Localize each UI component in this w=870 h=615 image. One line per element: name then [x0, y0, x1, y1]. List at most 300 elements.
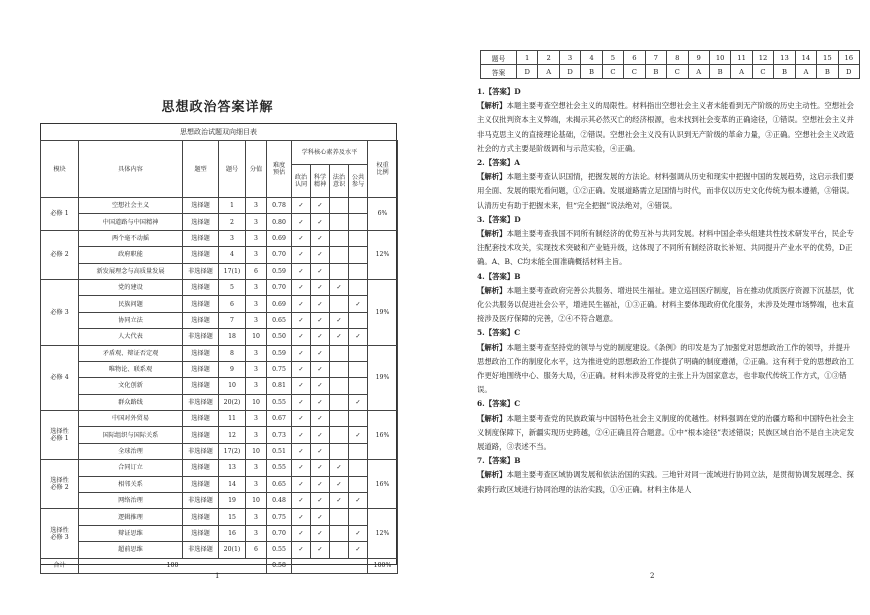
answer-letter-cell: B [581, 65, 602, 79]
check-cell [330, 214, 349, 230]
difficulty-cell: 0.55 [267, 394, 292, 410]
module-cell: 必修 3 [41, 279, 79, 345]
table-row [41, 378, 398, 394]
answer-letter-cell: C [667, 65, 688, 79]
check-cell: ✓ [311, 247, 330, 263]
answer-line: 4.【答案】B [477, 271, 521, 281]
check-cell: ✓ [311, 394, 330, 410]
number-cell: 2 [219, 214, 246, 230]
type-cell: 选择题 [183, 427, 219, 443]
score-cell: 3 [246, 476, 267, 492]
table-row [41, 460, 398, 476]
content-cell: 人大代表 [79, 329, 183, 345]
explanation-paragraph [477, 468, 857, 496]
total-label: 合计 [41, 558, 79, 573]
difficulty-cell: 0.50 [267, 329, 292, 345]
type-cell: 选择题 [183, 230, 219, 246]
table-row [41, 361, 398, 377]
check-cell [349, 214, 368, 230]
table-row [41, 230, 398, 246]
explanation-paragraph [477, 341, 857, 398]
type-cell: 非选择题 [183, 263, 219, 279]
check-cell: ✓ [292, 443, 311, 459]
explanation-tag: 【解析】 [477, 101, 507, 111]
difficulty-cell: 0.69 [267, 230, 292, 246]
type-cell: 非选择题 [183, 443, 219, 459]
answer-number-cell: 10 [709, 51, 730, 65]
number-cell: 8 [219, 345, 246, 361]
content-cell: 中国道路与中国精神 [79, 214, 183, 230]
score-cell: 10 [246, 493, 267, 509]
explanation-text: 本题主要考查区域协调发展和依法治国的实践。三地针对同一流域进行协同立法，是贯彻协调发展理念、探索跨行政区域进行协同治理的法治实践，①④正确。材料主体是人 [477, 470, 854, 494]
number-cell: 7 [219, 312, 246, 328]
answer-table-label-numbers: 题号 [481, 51, 517, 65]
answer-line: 5.【答案】C [477, 328, 521, 338]
check-cell [330, 345, 349, 361]
type-cell: 选择题 [183, 525, 219, 541]
content-cell: 空想社会主义 [79, 198, 183, 214]
answer-number-cell: 15 [817, 51, 838, 65]
check-cell: ✓ [349, 525, 368, 541]
weight-cell: 12% [368, 230, 398, 279]
check-cell: ✓ [292, 263, 311, 279]
weight-cell: 16% [368, 460, 398, 509]
difficulty-cell: 0.70 [267, 247, 292, 263]
check-cell: ✓ [292, 230, 311, 246]
header-weight: 权重 比例 [368, 141, 398, 198]
header-number: 题号 [219, 141, 246, 198]
check-cell [349, 361, 368, 377]
spec-table-frame [40, 123, 397, 570]
page-number-right: 2 [650, 572, 655, 580]
check-cell: ✓ [292, 279, 311, 295]
content-cell: 相邻关系 [79, 476, 183, 492]
check-cell [330, 247, 349, 263]
answer-letter-cell: B [645, 65, 666, 79]
score-cell: 10 [246, 394, 267, 410]
difficulty-cell: 0.59 [267, 263, 292, 279]
type-cell: 选择题 [183, 279, 219, 295]
answer-number-cell: 7 [645, 51, 666, 65]
table-caption: 思想政治试题双向细目表 [180, 128, 257, 136]
check-cell: ✓ [311, 279, 330, 295]
number-cell: 17(2) [219, 443, 246, 459]
answer-letter-cell: B [709, 65, 730, 79]
check-cell [330, 443, 349, 459]
answer-number-cell: 11 [731, 51, 752, 65]
number-cell: 6 [219, 296, 246, 312]
type-cell: 非选择题 [183, 542, 219, 558]
type-cell: 选择题 [183, 214, 219, 230]
answer-number-cell: 16 [838, 51, 859, 65]
check-cell: ✓ [292, 247, 311, 263]
content-cell: 党的建设 [79, 279, 183, 295]
check-cell [349, 247, 368, 263]
explanation-text: 本题主要考查空想社会主义的局限性。材料指出空想社会主义者未能看到无产阶级的历史主动性。空想社会主义仅批判资本主义弊端，未揭示其必然灭亡的经济根源，也未找到社会变革的正确途径，①错误。空想社会主义并非马克思主义的直接理论基础，②错误。空想社会主义没有认识到无产阶级的革命力量，③正确。空想社会主义改造社会的方式主要是阶级调和与示范实验，④正确。 [477, 101, 854, 153]
difficulty-cell: 0.80 [267, 214, 292, 230]
check-cell [349, 460, 368, 476]
table-row [41, 279, 398, 295]
check-cell [330, 378, 349, 394]
type-cell: 选择题 [183, 198, 219, 214]
content-cell: 新发展理念与高质量发展 [79, 263, 183, 279]
type-cell: 选择题 [183, 460, 219, 476]
header-lit-law: 法治 意识 [330, 165, 349, 198]
check-cell: ✓ [330, 493, 349, 509]
header-lit-science: 科学 精神 [311, 165, 330, 198]
check-cell: ✓ [311, 198, 330, 214]
explanation-text: 本题主要考查党的民族政策与中国特色社会主义制度的优越性。材料强调在党的治疆方略和中国特色社会主义制度保障下，新疆实现历史跨越，②④正确且符合题意。①中“根本途径”表述错误；民族区域自治不是自主决定发展道路，③表述不当。 [477, 413, 855, 452]
explanation-text: 本题主要考查我国不同所有制经济的优势互补与共同发展。材料中国企牵头组建共性技术研发平台，民企专注配套技术攻关，实现技术突破和产业链升级，这体现了不同所有制经济取长补短、共同提升产业水平的优势，D正确。A、B、C均未能全面准确概括材料主旨。 [477, 229, 854, 267]
number-cell: 4 [219, 247, 246, 263]
score-cell: 3 [246, 312, 267, 328]
header-difficulty: 难度 预估 [267, 141, 292, 198]
answer-letter-cell: A [731, 65, 752, 79]
content-cell: 政府职能 [79, 247, 183, 263]
answer-letter-cell: C [752, 65, 773, 79]
check-cell [349, 509, 368, 525]
table-row [41, 296, 398, 312]
number-cell: 10 [219, 378, 246, 394]
number-cell: 19 [219, 493, 246, 509]
weight-cell: 12% [368, 509, 398, 558]
check-cell: ✓ [311, 329, 330, 345]
check-cell: ✓ [311, 427, 330, 443]
check-cell: ✓ [292, 509, 311, 525]
check-cell [330, 509, 349, 525]
answer-letter-cell: C [624, 65, 645, 79]
answer-line: 6.【答案】C [477, 399, 521, 409]
number-cell: 3 [219, 230, 246, 246]
score-cell: 6 [246, 542, 267, 558]
check-cell: ✓ [311, 296, 330, 312]
module-cell: 必修 1 [41, 198, 79, 231]
check-cell [330, 230, 349, 246]
number-cell: 1 [219, 198, 246, 214]
header-lit-public: 公共 参与 [349, 165, 368, 198]
check-cell: ✓ [292, 198, 311, 214]
number-cell: 13 [219, 460, 246, 476]
explanation-paragraph [477, 227, 857, 270]
type-cell: 非选择题 [183, 329, 219, 345]
score-cell: 3 [246, 509, 267, 525]
content-cell: 两个毫不动摇 [79, 230, 183, 246]
check-cell: ✓ [292, 214, 311, 230]
difficulty-cell: 0.48 [267, 493, 292, 509]
difficulty-cell: 0.67 [267, 411, 292, 427]
answer-line: 1.【答案】D [477, 87, 521, 96]
score-cell: 3 [246, 460, 267, 476]
score-cell: 3 [246, 378, 267, 394]
weight-cell: 6% [368, 198, 398, 231]
total-row [41, 558, 398, 573]
answer-letter-cell: B [774, 65, 795, 79]
number-cell: 11 [219, 411, 246, 427]
table-row [41, 263, 398, 279]
answer-number-cell: 13 [774, 51, 795, 65]
check-cell: ✓ [311, 263, 330, 279]
answer-number-cell: 4 [581, 51, 602, 65]
explanation-paragraph [477, 170, 857, 213]
content-cell: 中国对外贸易 [79, 411, 183, 427]
check-cell: ✓ [292, 312, 311, 328]
check-cell: ✓ [292, 345, 311, 361]
content-cell: 网络治理 [79, 493, 183, 509]
type-cell: 选择题 [183, 378, 219, 394]
check-cell: ✓ [311, 542, 330, 558]
explanation-text: 本题主要考查政府完善公共服务、增进民生福祉。建立巡回医疗制度，旨在推动优质医疗资源下沉基层，优化公共服务以促进社会公平，增进民生福祉，①③正确。材料主要体现政府优化服务，未涉及处理市场弊端，也未直接涉及医疗保障的完善，②④不符合题意。 [477, 285, 854, 324]
answer-number-cell: 1 [517, 51, 538, 65]
check-cell [330, 427, 349, 443]
check-cell: ✓ [330, 279, 349, 295]
difficulty-cell: 0.55 [267, 542, 292, 558]
answer-letter-cell: A [538, 65, 559, 79]
check-cell: ✓ [349, 329, 368, 345]
check-cell: ✓ [311, 509, 330, 525]
answer-number-cell: 3 [559, 51, 580, 65]
type-cell: 选择题 [183, 345, 219, 361]
header-literacy: 学科核心素养及水平 [292, 141, 368, 165]
answer-number-cell: 14 [795, 51, 816, 65]
difficulty-cell: 0.69 [267, 296, 292, 312]
check-cell: ✓ [311, 460, 330, 476]
check-cell: ✓ [349, 493, 368, 509]
score-cell: 3 [246, 198, 267, 214]
table-row [41, 198, 398, 214]
table-row [41, 345, 398, 361]
difficulty-cell: 0.70 [267, 279, 292, 295]
check-cell: ✓ [311, 525, 330, 541]
page-title: 思想政治答案详解 [161, 100, 274, 115]
number-cell: 9 [219, 361, 246, 377]
check-cell [330, 263, 349, 279]
header-score: 分值 [246, 141, 267, 198]
answer-letter-cell: D [838, 65, 859, 79]
check-cell: ✓ [311, 378, 330, 394]
module-cell: 选择性 必修 3 [41, 509, 79, 558]
check-cell: ✓ [349, 542, 368, 558]
type-cell: 选择题 [183, 361, 219, 377]
content-cell: 协同立法 [79, 312, 183, 328]
answer-letter-cell: A [688, 65, 709, 79]
right-page [435, 0, 870, 615]
spec-table [40, 140, 398, 574]
difficulty-cell: 0.78 [267, 198, 292, 214]
check-cell [349, 378, 368, 394]
module-cell: 选择性 必修 1 [41, 411, 79, 460]
type-cell: 选择题 [183, 296, 219, 312]
total-difficulty: 0.58 [267, 558, 292, 573]
score-cell: 10 [246, 443, 267, 459]
table-row [41, 443, 398, 459]
explanation-tag: 【解析】 [477, 172, 507, 182]
explanation-tag: 【解析】 [477, 285, 507, 295]
table-row [41, 214, 398, 230]
check-cell: ✓ [349, 427, 368, 443]
answer-number-cell: 12 [752, 51, 773, 65]
score-cell: 3 [246, 279, 267, 295]
number-cell: 20(2) [219, 394, 246, 410]
score-cell: 3 [246, 411, 267, 427]
content-cell: 唯物论、联系观 [79, 361, 183, 377]
explanation-tag: 【解析】 [477, 470, 507, 480]
score-cell: 3 [246, 345, 267, 361]
check-cell [349, 345, 368, 361]
difficulty-cell: 0.65 [267, 312, 292, 328]
table-row [41, 525, 398, 541]
difficulty-cell: 0.65 [267, 476, 292, 492]
number-cell: 20(1) [219, 542, 246, 558]
number-cell: 5 [219, 279, 246, 295]
module-cell: 必修 4 [41, 345, 79, 411]
total-score: 100 [79, 558, 267, 573]
explanation-paragraph [477, 412, 857, 455]
answer-number-cell: 2 [538, 51, 559, 65]
score-cell: 3 [246, 525, 267, 541]
score-cell: 6 [246, 263, 267, 279]
table-row [41, 312, 398, 328]
number-cell: 15 [219, 509, 246, 525]
module-cell: 必修 2 [41, 230, 79, 279]
total-weight: 100% [368, 558, 398, 573]
content-cell: 辩证思维 [79, 525, 183, 541]
weight-cell: 16% [368, 411, 398, 460]
check-cell [330, 394, 349, 410]
type-cell: 选择题 [183, 509, 219, 525]
check-cell [330, 411, 349, 427]
header-type: 题型 [183, 141, 219, 198]
check-cell [330, 198, 349, 214]
check-cell [349, 312, 368, 328]
check-cell: ✓ [311, 230, 330, 246]
table-row [41, 427, 398, 443]
table-row [41, 542, 398, 558]
type-cell: 选择题 [183, 411, 219, 427]
check-cell: ✓ [311, 345, 330, 361]
content-cell: 矛盾观、辩证否定观 [79, 345, 183, 361]
score-cell: 3 [246, 214, 267, 230]
number-cell: 12 [219, 427, 246, 443]
answer-number-cell: 5 [602, 51, 623, 65]
header-module: 模块 [41, 141, 79, 198]
answer-line: 2.【答案】A [477, 158, 521, 168]
check-cell: ✓ [292, 361, 311, 377]
check-cell [330, 542, 349, 558]
check-cell: ✓ [292, 329, 311, 345]
check-cell [349, 263, 368, 279]
table-row [41, 509, 398, 525]
header-lit-political: 政治 认同 [292, 165, 311, 198]
check-cell: ✓ [292, 411, 311, 427]
number-cell: 18 [219, 329, 246, 345]
explanation-text: 本题主要考查认识国情，把握发展的方法论。材料强调从历史和现实中把握中国的发展趋势，这启示我们要用全面、发展的眼光看问题，①②正确。发展道路需立足国情与时代，而非仅以历史文化传统为根本遵循，③错误。认清历史有助于把握未来，但“完全把握”说法绝对，④错误。 [477, 172, 854, 210]
score-cell: 3 [246, 361, 267, 377]
check-cell: ✓ [330, 476, 349, 492]
check-cell: ✓ [292, 296, 311, 312]
content-cell: 民族问题 [79, 296, 183, 312]
check-cell: ✓ [311, 361, 330, 377]
check-cell: ✓ [292, 394, 311, 410]
difficulty-cell: 0.73 [267, 427, 292, 443]
content-cell: 国际组织与国际关系 [79, 427, 183, 443]
check-cell: ✓ [292, 493, 311, 509]
check-cell: ✓ [292, 525, 311, 541]
number-cell: 14 [219, 476, 246, 492]
answer-letter-cell: D [559, 65, 580, 79]
answer-letter-cell: A [795, 65, 816, 79]
check-cell: ✓ [330, 329, 349, 345]
difficulty-cell: 0.75 [267, 361, 292, 377]
check-cell [330, 361, 349, 377]
check-cell: ✓ [349, 394, 368, 410]
answer-line: 7.【答案】B [477, 456, 521, 466]
explanation-tag: 【解析】 [477, 342, 507, 352]
score-cell: 3 [246, 296, 267, 312]
table-row [41, 394, 398, 410]
table-row [41, 476, 398, 492]
explanation-paragraph [477, 99, 857, 156]
answer-number-cell: 9 [688, 51, 709, 65]
content-cell: 逻辑推理 [79, 509, 183, 525]
difficulty-cell: 0.59 [267, 345, 292, 361]
check-cell: ✓ [292, 427, 311, 443]
table-row [41, 411, 398, 427]
answer-number-cell: 6 [624, 51, 645, 65]
content-cell: 全球治理 [79, 443, 183, 459]
explanations [477, 85, 857, 497]
check-cell: ✓ [311, 214, 330, 230]
difficulty-cell: 0.70 [267, 525, 292, 541]
check-cell: ✓ [292, 542, 311, 558]
table-row [41, 247, 398, 263]
number-cell: 17(1) [219, 263, 246, 279]
weight-cell: 19% [368, 345, 398, 411]
check-cell [349, 230, 368, 246]
score-cell: 3 [246, 230, 267, 246]
answer-letter-cell: D [517, 65, 538, 79]
module-cell: 选择性 必修 2 [41, 460, 79, 509]
table-row [41, 493, 398, 509]
number-cell: 16 [219, 525, 246, 541]
score-cell: 3 [246, 247, 267, 263]
header-content: 具体内容 [79, 141, 183, 198]
score-cell: 10 [246, 329, 267, 345]
check-cell: ✓ [311, 312, 330, 328]
explanation-tag: 【解析】 [477, 229, 507, 239]
check-cell: ✓ [292, 476, 311, 492]
check-cell: ✓ [330, 460, 349, 476]
answer-line: 3.【答案】D [477, 214, 521, 224]
check-cell [330, 296, 349, 312]
check-cell [349, 476, 368, 492]
page-number-left: 1 [215, 572, 220, 580]
content-cell: 文化创新 [79, 378, 183, 394]
difficulty-cell: 0.51 [267, 443, 292, 459]
check-cell: ✓ [292, 378, 311, 394]
check-cell [349, 279, 368, 295]
difficulty-cell: 0.75 [267, 509, 292, 525]
type-cell: 非选择题 [183, 394, 219, 410]
difficulty-cell: 0.81 [267, 378, 292, 394]
type-cell: 选择题 [183, 247, 219, 263]
check-cell: ✓ [311, 443, 330, 459]
check-cell: ✓ [311, 411, 330, 427]
type-cell: 选择题 [183, 476, 219, 492]
check-cell: ✓ [330, 312, 349, 328]
check-cell [349, 198, 368, 214]
check-cell [349, 443, 368, 459]
check-cell [330, 525, 349, 541]
